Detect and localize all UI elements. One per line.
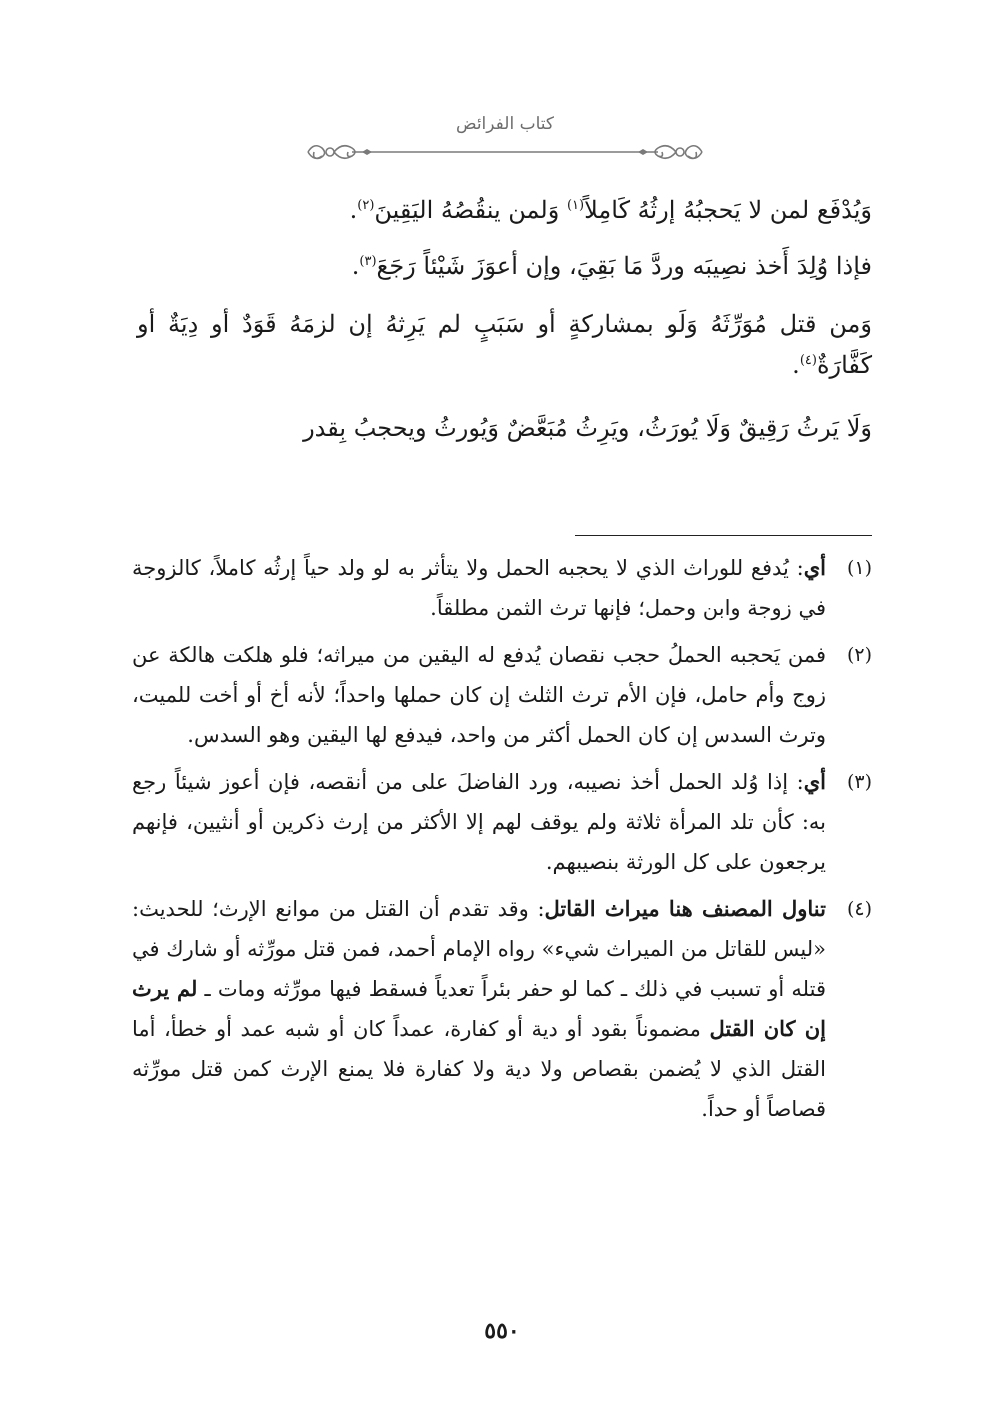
footnote-ref-1[interactable]: (١) xyxy=(566,198,585,213)
main-text-segment: وَمن قتل مُوَرِّثَهُ وَلَو بمشاركةٍ أو سَبَبٍ لم يَرِثهُ إن لزمَهُ قَوَدٌ أو دِيَةٌ أو كَفَّارَةٌ xyxy=(137,310,872,379)
main-text-segment: . xyxy=(349,196,358,224)
footnotes xyxy=(132,548,872,1136)
header-title: كتاب الفرائض xyxy=(456,114,554,134)
main-text-segment: وَيُدْفَع لمن لا يَحجبُهُ إرثُهُ كَامِلاً xyxy=(584,196,872,224)
footnote-bold-inline: لم يرث إن كان القتل xyxy=(132,976,826,1041)
main-text-segment: . xyxy=(792,351,800,379)
main-text xyxy=(137,190,872,449)
footnote-ref-3[interactable]: (٣) xyxy=(359,254,377,269)
main-paragraph-3 xyxy=(137,304,872,386)
footnote-bold-lead: أي xyxy=(803,555,826,580)
running-header xyxy=(300,110,710,170)
main-text-segment: وَلمن ينقُصُهُ اليَقِينَ xyxy=(374,196,567,224)
footnote-text: : وقد تقدم أن القتل من موانع الإرث؛ للحديث: «ليس للقاتل من الميراث شيء» رواه الإمام أحمد، فمن قتل مورِّثه أو شارك في قتله أو تسبب في ذلك ـ كما لو حفر بئراً تعدياً فسقط فيها مورِّثه ومات ـ xyxy=(132,897,827,1001)
footnote-1 xyxy=(132,548,872,628)
header-ornament xyxy=(300,138,710,178)
footnote-number: (٢) xyxy=(846,644,872,666)
main-text-segment: فإذا وُلِدَ أَخذ نصِيبَه وردَّ مَا بَقِيَ، وإن أعوَزَ شَيْئاً رَجَعَ xyxy=(376,252,872,280)
footnote-text: فمن يَحجبه الحملُ حجب نقصان يُدفع له اليقين من ميراثه؛ فلو هلكت هالكة عن زوج وأم حامل، فإن الأم ترث الثلث إن كان حملها واحداً؛ لأنه أخ أو أخت للميت، وترث السدس إن كان الحمل أكثر من واحد، فيدفع لها اليقين وهو السدس. xyxy=(132,643,826,747)
footnote-ref-4[interactable]: (٤) xyxy=(799,353,817,368)
footnote-bold-lead: أي xyxy=(803,769,826,794)
main-paragraph-1 xyxy=(137,190,872,231)
footnote-text-continued: مضموناً بقود أو دية أو كفارة، عمداً كان أو شبه عمد أو خطأ، أما القتل الذي لا يُضمن بقصاص ولا دية ولا كفارة فلا يمنع الإرث كمن قتل مورِّثه قصاصاً أو حداً. xyxy=(132,1017,826,1121)
footnote-2 xyxy=(132,635,872,755)
page-number: ٥٥٠ xyxy=(484,1318,520,1344)
footnote-number: (٣) xyxy=(846,771,872,793)
main-paragraph-2 xyxy=(137,246,872,287)
main-paragraph-4: وَلَا يَرثُ رَقِيقٌ وَلَا يُورَثُ، ويَرِثُ مُبَعَّضٌ وَيُورثُ ويحجبُ بِقدر xyxy=(303,414,872,442)
footnote-ref-2[interactable]: (٢) xyxy=(357,198,375,213)
footnote-text: : يُدفع للوراث الذي لا يحجبه الحمل ولا يتأثر به لو ولد حياً إرثُه كاملاً، كالزوجة في زوجة وابن وحمل؛ فإنها ترث الثمن مطلقاً. xyxy=(132,556,826,620)
main-text-segment: . xyxy=(351,252,360,280)
footnote-number: (٤) xyxy=(846,898,872,920)
footnote-3 xyxy=(132,762,872,882)
footnote-separator xyxy=(575,535,872,536)
footnote-4 xyxy=(132,889,872,1129)
footnote-number: (١) xyxy=(846,557,872,579)
footnote-bold-lead: تناول المصنف هنا ميراث القاتل xyxy=(544,896,826,921)
footnote-text: : إذا وُلد الحمل أخذ نصيبه، ورد الفاضلَ على من أنقصه، فإن أعوز شيئاً رجع به: كأن تلد المرأة ثلاثة ولم يوقف لهم إلا الأكثر من إرث ذكرين أو أنثيين، فإنهم يرجعون على كل الورثة بنصيبهم. xyxy=(132,770,826,874)
